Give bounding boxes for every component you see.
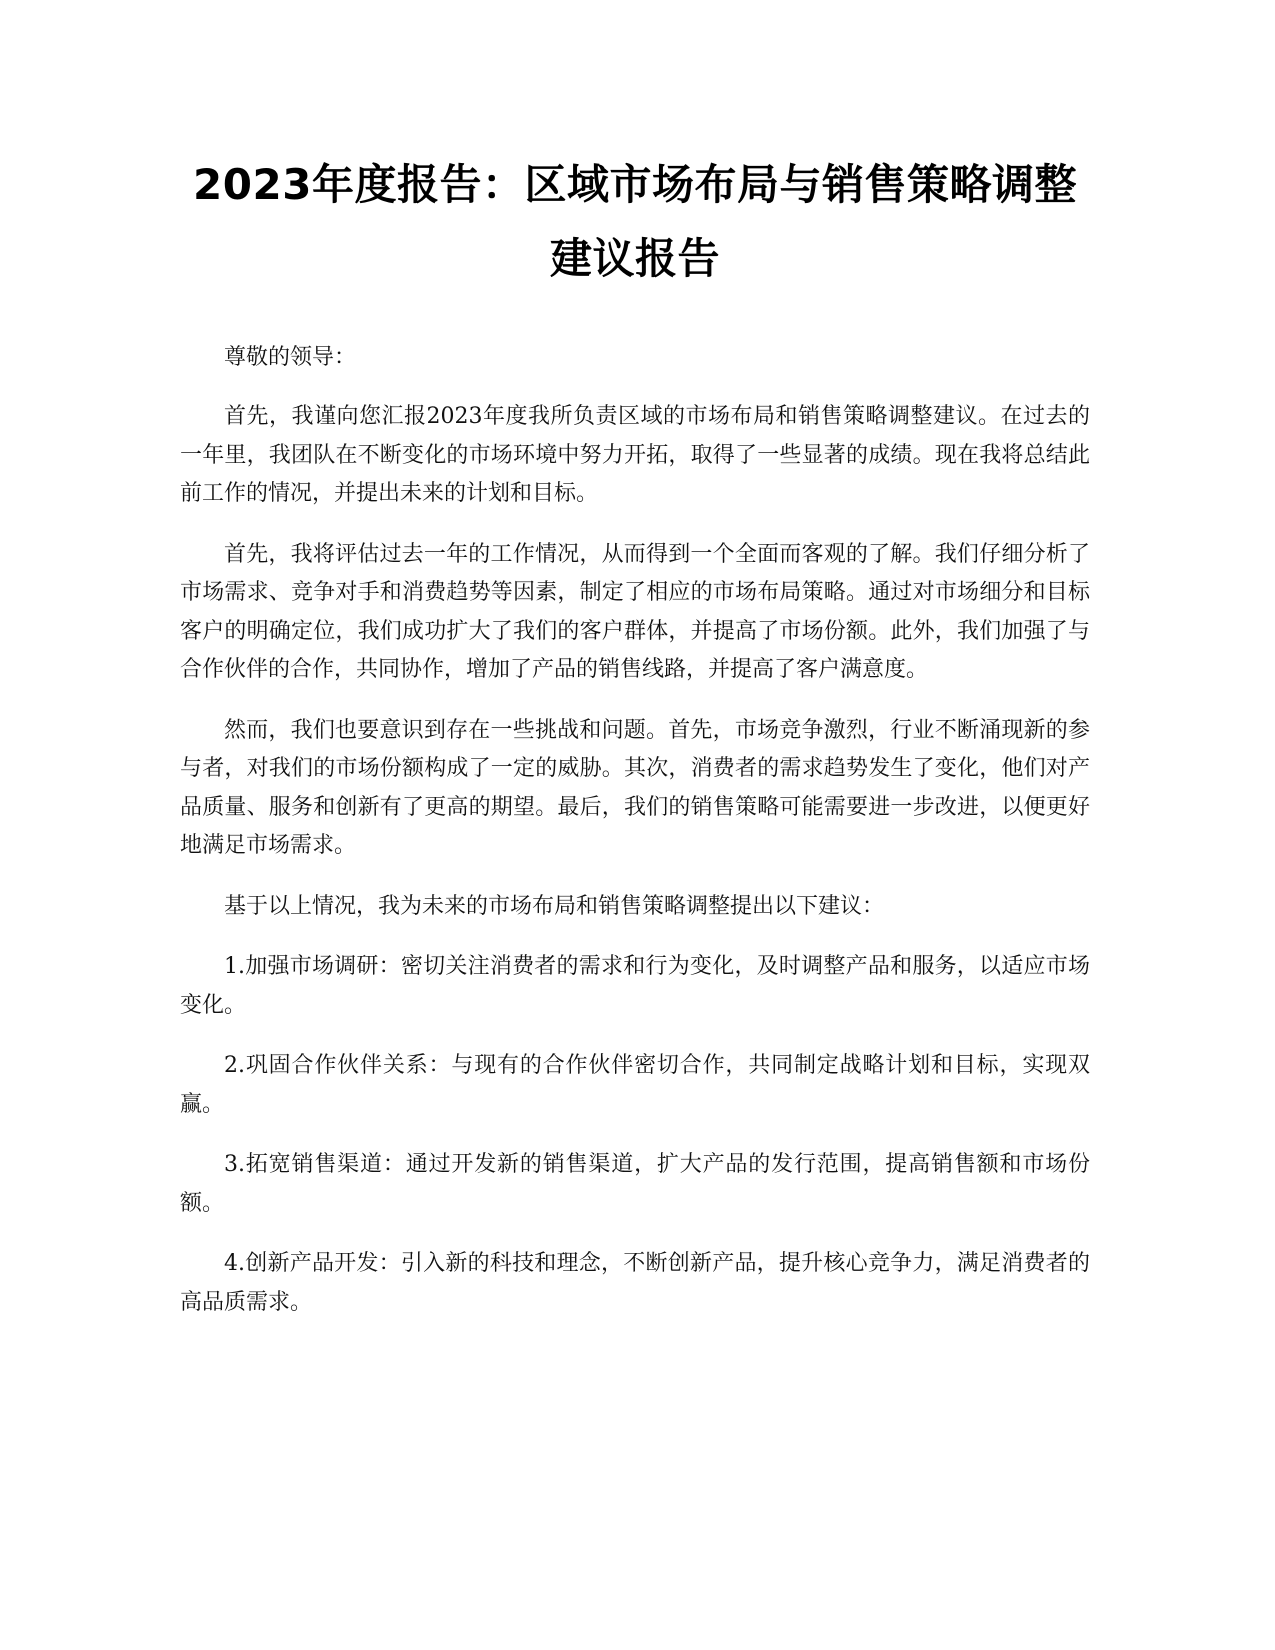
recommendation-item: 4.创新产品开发：引入新的科技和理念，不断创新产品，提升核心竞争力，满足消费者的高品质需求。: [180, 1251, 1090, 1315]
paragraph-proposal-lead: 基于以上情况，我为未来的市场布局和销售策略调整提出以下建议：: [224, 893, 885, 919]
paragraph-review: 首先，我将评估过去一年的工作情况，从而得到一个全面而客观的了解。我们仔细分析了市场需求、竞争对手和消费趋势等因素，制定了相应的市场布局策略。通过对市场细分和目标客户的明确定位，我们成功扩大了我们的客户群体，并提高了市场份额。此外，我们加强了与合作伙伴的合作，共同协作，增加了产品的销售线路，并提高了客户满意度。: [180, 541, 1090, 682]
recommendation-item: 2.巩固合作伙伴关系：与现有的合作伙伴密切合作，共同制定战略计划和目标，实现双赢。: [180, 1053, 1090, 1117]
paragraph-challenges: 然而，我们也要意识到存在一些挑战和问题。首先，市场竞争激烈，行业不断涌现新的参与者，对我们的市场份额构成了一定的威胁。其次，消费者的需求趋势发生了变化，他们对产品质量、服务和创新有了更高的期望。最后，我们的销售策略可能需要进一步改进，以便更好地满足市场需求。: [180, 717, 1090, 858]
document-page: [180, 148, 1090, 1322]
recommendation-item: 3.拓宽销售渠道：通过开发新的销售渠道，扩大产品的发行范围，提高销售额和市场份额。: [180, 1152, 1090, 1216]
paragraph-intro: 首先，我谨向您汇报2023年度我所负责区域的市场布局和销售策略调整建议。在过去的一年里，我团队在不断变化的市场环境中努力开拓，取得了一些显著的成绩。现在我将总结此前工作的情况，并提出未来的计划和目标。: [180, 404, 1090, 506]
document-title: 2023年度报告：区域市场布局与销售策略调整建议报告: [193, 160, 1077, 283]
salutation: 尊敬的领导：: [224, 345, 357, 370]
recommendation-item: 1.加强市场调研：密切关注消费者的需求和行为变化，及时调整产品和服务，以适应市场变化。: [180, 954, 1090, 1018]
